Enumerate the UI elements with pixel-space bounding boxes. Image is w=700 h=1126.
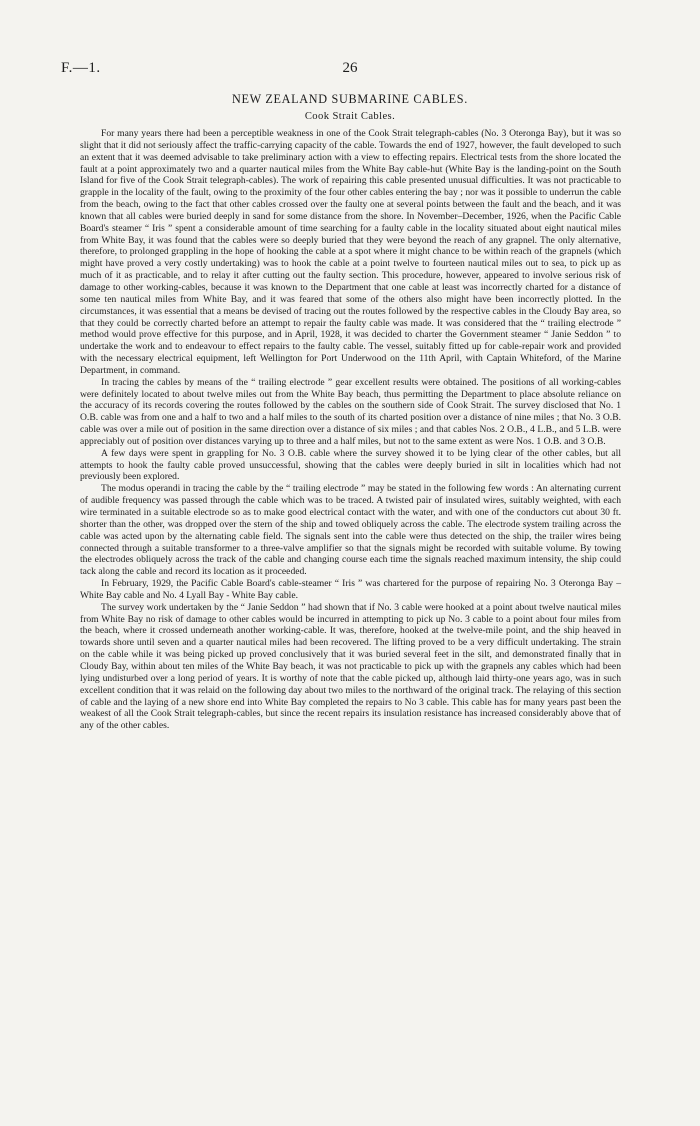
paragraph: The modus operandi in tracing the cable by the “ trailing electrode ” may be stated in the following few words : An alternating current of audible frequency was passed through the cable which was to be traced. A twisted pair of insulated wires, suitably weighted, with each wire terminated in a suitable electrode so as to make good electrical contact with the water, and with one of the conductors cut about 30 ft. shorter than the other, was dropped over the stern of the ship and towed obliquely across the cable. The electrode system trailing across the cable was acted upon by the alternating cable field. The signals sent into the cable were thus detected on the ship, the trailer wires being connected through a suitable transformer to a three-valve amplifier so that the signals might be recorded with suitable volume. By towing the electrodes obliquely across the track of the cable and changing course each time the signals reached maximum intensity, the ship could tack along the cable and record its location as it proceeded. [80, 483, 621, 578]
page-number: 26 [342, 60, 358, 76]
section-title: NEW ZEALAND SUBMARINE CABLES. [231, 92, 469, 106]
article-body [80, 128, 621, 732]
paragraph: In February, 1929, the Pacific Cable Board's cable-steamer “ Iris ” was chartered for the purpose of repairing No. 3 Oteronga Bay – White Bay cable and No. 4 Lyall Bay - White Bay cable. [80, 578, 621, 601]
paragraph: The survey work undertaken by the “ Janie Seddon ” had shown that if No. 3 cable were hooked at a point about twelve nautical miles from White Bay no risk of damage to other cables would be incurred in attempting to pick up No. 3 cable to a point about four miles from the beach, where it crossed underneath another working-cable. It was, therefore, hooked at the twelve-mile point, and the ship heaved in towards shore until seven and a quarter nautical miles had been recovered. The lifting proved to be a very difficult undertaking. The strain on the cable while it was being picked up proved conclusively that it was buried several feet in the silt, and demonstrated finally that in Cloudy Bay, within about ten miles of the White Bay beach, it was not practicable to pick up with the grapnels any cables which had been lying undisturbed over a long period of years. It is worthy of note that the cable picked up, although laid thirty-one years ago, was in such excellent condition that it was relaid on the following day about two miles to the northward of the original track. The relaying of this section of cable and the laying of a new shore end into White Bay completed the repairs to No 3 cable. This cable has for many years past been the weakest of all the Cook Strait telegraph-cables, but since the recent repairs its insulation resistance has increased considerably above that of any of the other cables. [80, 601, 621, 732]
paragraph: In tracing the cables by means of the “ trailing electrode ” gear excellent results were obtained. The positions of all working-cables were definitely located to about twelve miles out from the White Bay beach, thus permitting the Department to place absolute reliance on the accuracy of its records covering the routes followed by the cables on the southern side of Cook Strait. The survey disclosed that No. 1 O.B. cable was from one and a half to two and a half miles to the south of its charted position over a distance of nine miles ; that No. 3 O.B. cable was over a mile out of position in the same direction over a distance of six miles ; and that cables Nos. 2 O.B., 4 L.B., and 5 L.B. were appreciably out of position over distances varying up to three and a half miles, but not to the same extent as were Nos. 1 O.B. and 3 O.B. [80, 376, 621, 447]
paper-reference: F.—1. [61, 60, 101, 76]
section-subtitle: Cook Strait Cables. [304, 111, 396, 122]
paragraph: For many years there had been a perceptible weakness in one of the Cook Strait telegraph-cables (No. 3 Oteronga Bay), but it was so slight that it did not seriously affect the traffic-carrying capacity of the cable. Towards the end of 1927, however, the fault developed to such an extent that it was deemed advisable to take preliminary action with a view to effecting repairs. Electrical tests from the shore located the fault at a point approximately two and a quarter nautical miles from the White Bay cable-hut (White Bay is the landing-point on the South Island for five of the Cook Strait telegraph-cables). The work of repairing this cable presented unusual difficulties. It was not practicable to grapple in the locality of the fault, owing to the proximity of the four other cables entering the bay ; nor was it possible to underrun the cable from the beach, owing to the fact that other cables crossed over the faulty one at several points between the fault and the beach, and it was known that all cables were buried deeply in sand for some distance from the shore. In November–December, 1926, when the Pacific Cable Board's steamer “ Iris ” spent a considerable amount of time searching for a faulty cable in the locality situated about eight nautical miles from White Bay, it was found that the cables were so deeply buried that they were beyond the reach of any grapnel. The only alternative, therefore, to prolonged grappling in the hope of hooking the cable at a spot where it might chance to be within reach of the grapnels (which might have proved a very costly undertaking) was to hook the cable at a point twelve to fourteen nautical miles out to sea, to pick up as much of it as practicable, and to relay it after cutting out the faulty section. This procedure, however, appeared to involve serious risk of damage to other working-cables, because it was known to the Department that one cable at least was incorrectly charted for a distance of some ten nautical miles from White Bay, and it was feared that some of the others also might have been incorrectly plotted. In the circumstances, it was essential that a means be devised of tracing out the routes followed by the respective cables in the Cloudy Bay area, so that they could be correctly charted before an attempt to repair the faulty cable was made. It was considered that the “ trailing electrode ” method would prove effective for this purpose, and in April, 1928, it was decided to charter the Government steamer “ Janie Seddon ” to undertake the work and to endeavour to effect repairs to the faulty cable. The vessel, suitably fitted up for cable-repair work and provided with the necessary electrical equipment, left Wellington for Port Underwood on the 11th April, with Captain Whiteford, of the Marine Department, in command. [80, 128, 621, 376]
paragraph: A few days were spent in grappling for No. 3 O.B. cable where the survey showed it to be lying clear of the other cables, but all attempts to hook the faulty cable proved unsuccessful, showing that the cables were deeply buried in silt in localities which had not previously been explored. [80, 447, 621, 483]
